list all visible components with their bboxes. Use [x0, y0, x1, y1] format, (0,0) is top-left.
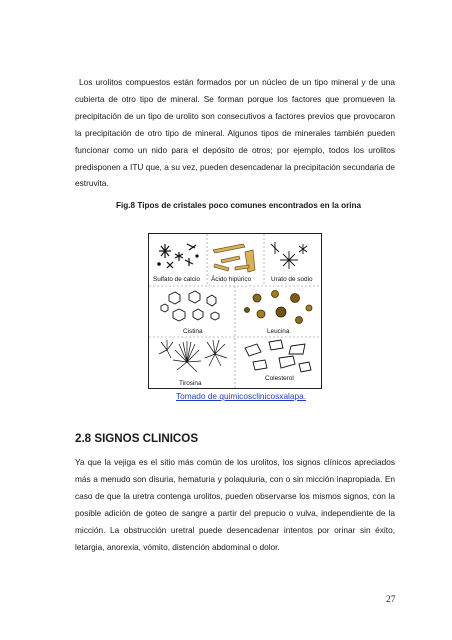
section-heading: 2.8 SIGNOS CLINICOS — [75, 432, 199, 445]
cholesterol-crystals — [245, 340, 311, 372]
sodium-urate-crystals — [271, 242, 307, 269]
paragraph-compound-uroliths: Los urolitos compuestos están formados por un núcleo de un tipo mineral y de una cubierta de otro tipo de mineral. Se forman porque los factores que promueven la precipitación de un tipo de urolito son consecutivos a factores previos que provocaron la precipitación de otro tipo de mineral. Algunos tipos de minerales también pueden funcionar como un nido para el depósito de otros; por ejemplo, todos los urolitos predisponen a ITU que, a su vez, pueden desencadenar la precipitación secundaria de estruvita. — [75, 77, 395, 189]
crystal-illustration — [149, 234, 321, 388]
crystal-figure — [148, 233, 322, 389]
tyrosine-crystals — [159, 340, 227, 372]
cell-label-leucine: Leucina — [267, 328, 290, 335]
cell-label-sodium-urate: Urato de sodio — [271, 276, 313, 283]
cell-label-tyrosine: Tirosina — [179, 380, 202, 387]
figure-source-link[interactable]: Tomado de quimicosclinicosxalapa. — [176, 391, 307, 401]
hippuric-acid-crystals — [213, 244, 255, 272]
paragraph-clinical-signs: Ya que la vejiga es el sitio más común de los urolitos, los signos clínicos apreciados más a menudo son disuria, hematuria y polaquiuria, con o sin micción inapropiada. En caso de que la uretra contenga urolitos, pueden observarse los mismos signos, con la posible adición de goteo de sangre a partir del prepucio o vulva, independiente de la micción. La obstrucción uretral puede desencadenar intentos por orinar sin éxito, letargia, anorexia, vómito, distención abdominal o dolor. — [75, 457, 395, 552]
page-number: 27 — [386, 595, 396, 605]
figure-title: Fig.8 Tipos de cristales poco comunes encontrados en la orina — [116, 201, 362, 210]
leucine-crystals — [245, 291, 313, 324]
cell-label-cholesterol: Colesterol — [265, 375, 294, 382]
cell-label-cystine: Cistina — [183, 328, 203, 335]
calcium-sulfate-crystals — [158, 244, 198, 268]
cell-label-calcium-sulfate: Sulfato de calcio — [153, 276, 200, 283]
cell-label-hippuric-acid: Ácido hipúrico — [211, 276, 252, 283]
cystine-crystals — [161, 291, 219, 321]
